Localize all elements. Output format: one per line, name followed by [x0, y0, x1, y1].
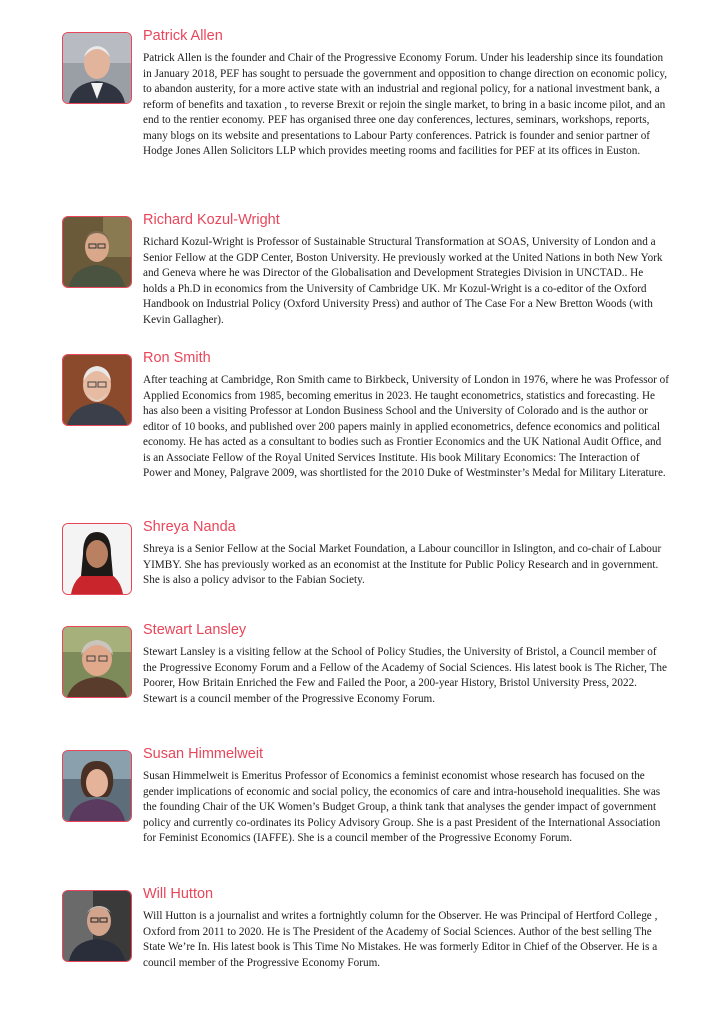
person-bio: Susan Himmelweit is Emeritus Professor of Economics a feminist economist whose research has focused on the gender implications of economic and social policy, the economics of care and intra-household inequalities. She was the founding Chair of the UK Women’s Budget Group, a think tank that analyses the gender impact of government policy and currently co-ordinates its Policy Advisory Group. She is a past President of the International Association for Feminist Economics (IAFFE). She is a council member of the Progressive Economy Forum. — [143, 770, 661, 844]
person-bio: Shreya is a Senior Fellow at the Social Market Foundation, a Labour councillor in Islington, and co-chair of Labour YIMBY. She has previously worked as an economist at the Institute for Public Policy Research and in government. She is also a policy advisor to the Fabian Society. — [143, 543, 662, 586]
portrait-photo — [62, 523, 132, 595]
person-bio: Patrick Allen is the founder and Chair of the Progressive Economy Forum. Under his leadership since its foundation in January 2018, PEF has sought to persuade the government and opposition to change direction on economic policy, to abandon austerity, for a more active state with an industrial and regional policy, for a national investment bank, a reform of benefits and taxation , to reverse Brexit or rejoin the single market, to bring in a basic income pilot, and an end to the rentier economy. PEF has organised three one day conferences, lectures, seminars, workshops, reports, many blogs on its website and presentations to Labour Party conferences. Patrick is founder and senior partner of Hodge Jones Allen Solicitors LLP which provides meeting rooms and facilities for PEF at its offices in Euston. — [143, 52, 668, 157]
person-bio: Stewart Lansley is a visiting fellow at the School of Policy Studies, the University of Bristol, a Council member of the Progressive Economy Forum and a Fellow of the Academy of Social Sciences. His latest book is The Richer, The Poorer, How Britain Enriched the Few and Failed the Poor, a 200-year History, Bristol University Press, 2022. Stewart is a council member of the Progressive Economy Forum. — [143, 646, 667, 705]
person-name: Susan Himmelweit — [143, 746, 264, 762]
person-name: Patrick Allen — [143, 28, 223, 44]
portrait-photo — [62, 216, 132, 288]
person-name: Richard Kozul-Wright — [143, 212, 280, 228]
person-name: Will Hutton — [143, 886, 214, 902]
portrait-photo — [62, 890, 132, 962]
portrait-photo — [62, 626, 132, 698]
portrait-photo — [62, 354, 132, 426]
person-name: Shreya Nanda — [143, 519, 236, 535]
person-bio: Richard Kozul-Wright is Professor of Sustainable Structural Transformation at SOAS, University of London and a Senior Fellow at the GDP Center, Boston University. He previously worked at the United Nations in both New York and Geneva where he was Director of the Globalisation and Development Strategies Division in UNCTAD.. He holds a Ph.D in economics from the University of Cambridge UK. Mr Kozul-Wright is a co-editor of the Oxford Handbook on Industrial Policy (Oxford University Press) and author of The Case For a New Bretton Woods (with Kevin Gallagher). — [143, 236, 663, 326]
person-name: Ron Smith — [143, 350, 211, 366]
person-bio: Will Hutton is a journalist and writes a fortnightly column for the Observer. He was Principal of Hertford College , Oxford from 2011 to 2020. He is The President of the Academy of Social Sciences. Author of the best selling The State We’re In. His latest book is This Time No Mistakes. He was formerly Editor in Chief of the Observer. He is a council member of the Progressive Economy Forum. — [143, 910, 658, 969]
person-name: Stewart Lansley — [143, 622, 247, 638]
portrait-photo — [62, 32, 132, 104]
person-bio: After teaching at Cambridge, Ron Smith came to Birkbeck, University of London in 1976, where he was Professor of Applied Economics from 1985, becoming emeritus in 2023. He taught econometrics, statistics and forecasting. He has also been a visiting Professor at London Business School and the University of Colorado and is the author or editor of 10 books, and published over 200 papers mainly in applied econometrics, defence economics and political economy. He has acted as a consultant to bodies such as Frontier Economics and the UK National Audit Office, and is an Associate Fellow of the Royal United Services Institute. His book Military Economics: The Interaction of Power and Money, Palgrave 2009, was shortlisted for the 2010 Duke of Westminster’s Medal for Military Literature. — [143, 374, 670, 479]
portrait-photo — [62, 750, 132, 822]
